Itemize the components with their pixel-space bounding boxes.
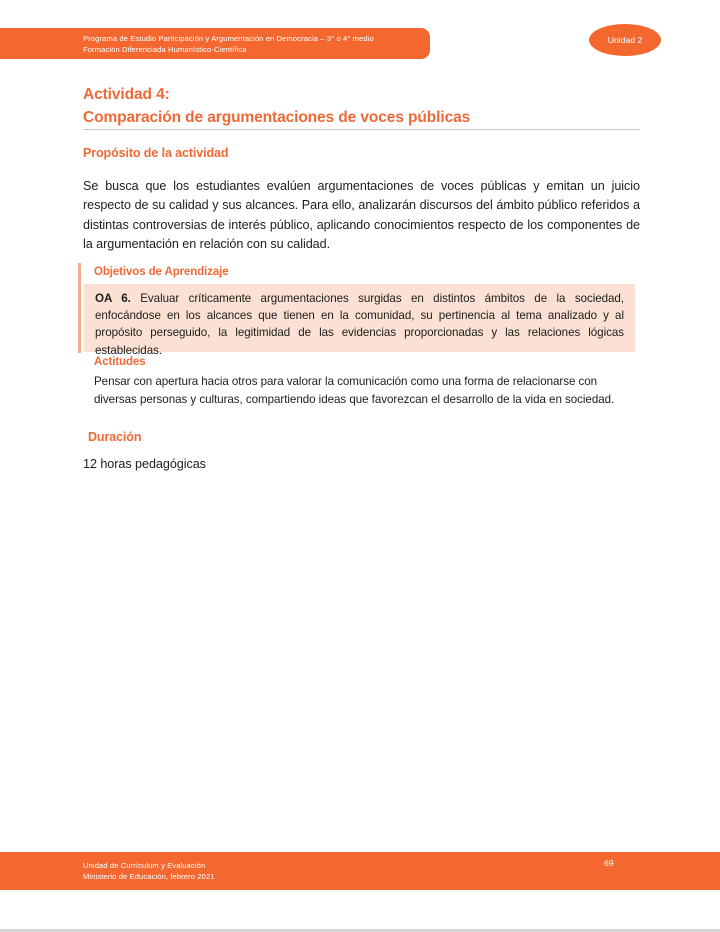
section-heading-proposito: Propósito de la actividad [83, 146, 229, 160]
section-heading-objetivos: Objetivos de Aprendizaje [94, 266, 229, 278]
title-divider [83, 129, 640, 130]
proposito-body: Se busca que los estudiantes evalúen argumentaciones de voces públicas y emitan un juicio respecto de su calidad y sus alcances. Para ello, analizarán discursos del ámbito público referidos a distintas controversias de interés público, aplicando conocimientos respecto de los componentes de la argumentación en relación con su calidad. [83, 179, 640, 251]
program-title-line: Programa de Estudio Participación y Argumentación en Democracia – 3° o 4° medio [83, 33, 374, 43]
section-heading-actitudes: Actitudes [94, 356, 146, 368]
footer-line1: Unidad de Currículum y Evaluación [83, 860, 206, 870]
activity-title [83, 83, 640, 129]
activity-title-line1: Actividad 4: [83, 86, 170, 103]
oa-box [84, 284, 635, 357]
duracion-body: 12 horas pedagógicas [83, 457, 206, 471]
actitudes-body: Pensar con apertura hacia otros para valorar la comunicación como una forma de relacionarse con diversas personas y culturas, compartiendo ideas que favorezcan el desarrollo de la vida en sociedad. [94, 375, 615, 406]
unit-badge: Unidad 2 [589, 24, 661, 56]
footer-line2: Ministerio de Educación, febrero 2021 [83, 872, 215, 881]
accent-line [78, 263, 81, 353]
program-header-bar [0, 28, 430, 59]
oa-label: OA 6. [95, 292, 131, 305]
program-subtitle-line: Formación Diferenciada Humanístico-Científica [83, 44, 247, 54]
section-heading-duracion: Duración [88, 430, 142, 444]
activity-title-line2: Comparación de argumentaciones de voces públicas [83, 109, 471, 126]
oa-text: Evaluar críticamente argumentaciones surgidas en distintos ámbitos de la sociedad, enfocándose en los alcances que tienen en la comunidad, su pertinencia al tema analizado y al propósito perseguido, la legitimidad de las evidencias proporcionadas y las relaciones lógicas establecidas. [95, 292, 624, 357]
page-number: 69 [604, 858, 614, 868]
